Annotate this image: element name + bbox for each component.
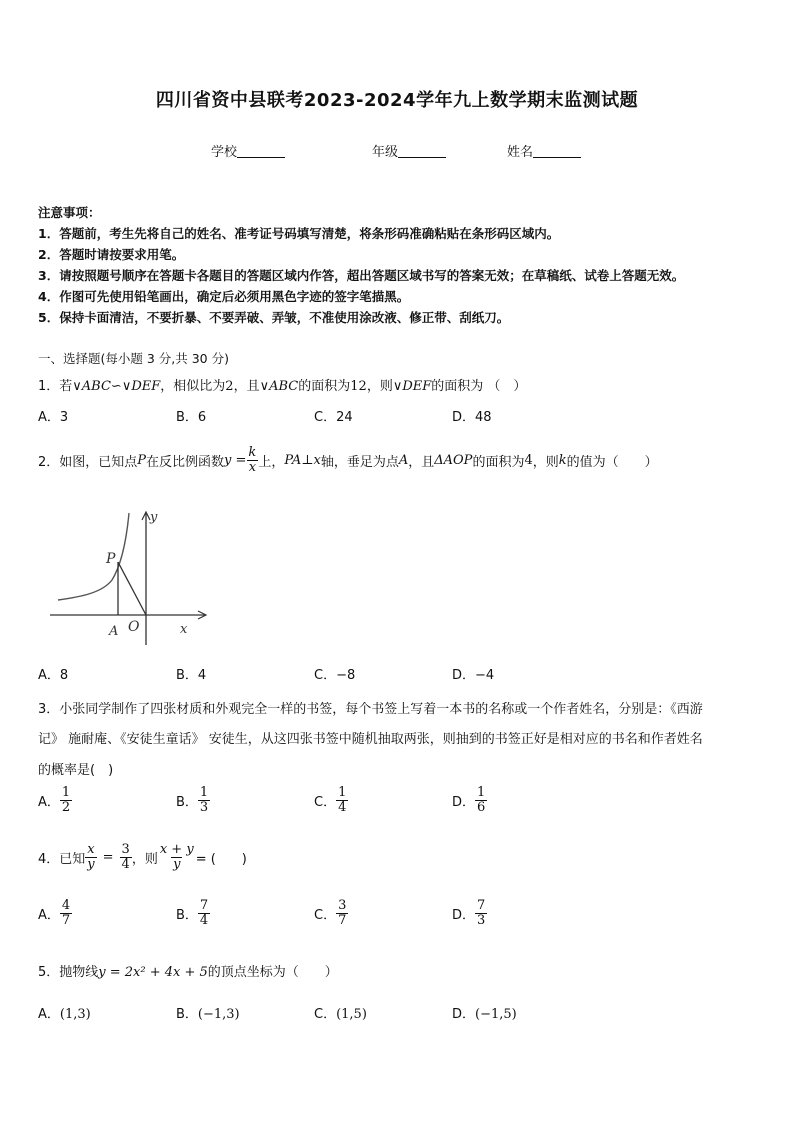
q1-text: ，相似比为	[160, 379, 226, 394]
question-3-line-3: 的概率是( )	[38, 763, 114, 778]
frac-den: 7	[61, 912, 71, 928]
q2-fraction	[246, 446, 258, 474]
q4-equals: =	[102, 849, 114, 865]
q2-text: 轴，垂足为点	[320, 454, 399, 470]
school-label: 学校	[211, 145, 238, 160]
q1-option-c[interactable]: C．24	[314, 410, 353, 425]
q2-option-a[interactable]: A．8	[38, 668, 69, 683]
frac-num: 7	[477, 898, 486, 913]
section-heading: 一、选择题(每小题 3 分,共 30 分)	[38, 351, 229, 366]
q4-fraction-x-y	[85, 843, 96, 871]
frac-den: 4	[199, 912, 209, 928]
frac-num: 1	[199, 785, 209, 800]
frac-den: y	[87, 856, 95, 872]
q2-figure	[40, 505, 220, 650]
option-label: A．	[38, 794, 60, 810]
option-label: B．	[176, 1007, 198, 1022]
q4-text: = ( )	[195, 851, 247, 867]
name-field[interactable]	[507, 141, 581, 160]
q2-option-d[interactable]: D．−4	[452, 668, 495, 683]
question-5	[38, 961, 338, 980]
q1-option-a[interactable]: A．3	[38, 410, 69, 425]
name-blank[interactable]	[533, 145, 581, 158]
q2-math: 4	[524, 452, 533, 468]
option-value: (−1,5)	[475, 1007, 517, 1022]
q5-option-a[interactable]	[38, 1003, 91, 1022]
grade-label: 年级	[372, 145, 399, 160]
question-1	[38, 375, 526, 394]
q4-option-a[interactable]	[38, 899, 72, 927]
question-3-line-1: 3．小张同学制作了四张材质和外观完全一样的书签，每个书签上写着一本书的名称或一个作者姓名，分别是：《西游	[38, 702, 703, 717]
option-value: (1,3)	[59, 1007, 91, 1022]
q2-text: 上，	[258, 454, 285, 470]
question-4	[38, 837, 247, 877]
q2-math: ΔAOP	[434, 452, 473, 468]
q5-option-d[interactable]	[452, 1003, 517, 1022]
frac-num: 3	[338, 898, 347, 913]
q2-math: A	[398, 452, 409, 468]
frac-den: y	[173, 856, 181, 872]
q3-option-d[interactable]	[452, 786, 487, 814]
q2-text: 2．如图，已知点	[38, 454, 138, 470]
q2-text: 在反比例函数	[146, 454, 225, 470]
notice-item: 3．请按照题号顺序在答题卡各题目的答题区域内作答，超出答题区域书写的答案无效；在草稿纸、试卷上答题无效。	[38, 268, 685, 283]
option-fraction	[198, 899, 210, 927]
q5-text: 5．抛物线	[38, 965, 99, 980]
notice-heading: 注意事项：	[38, 205, 101, 220]
notice-item: 4．作图可先使用铅笔画出，确定后必须用黑色字迹的签字笔描黑。	[38, 289, 410, 304]
q1-math: ∨DEF	[392, 379, 432, 394]
q1-math: 12	[350, 379, 367, 394]
option-label: C．	[314, 1007, 337, 1022]
frac-num: 1	[477, 785, 486, 800]
q5-text: 的顶点坐标为（ ）	[207, 965, 338, 980]
q1-text: 的面积为 （ ）	[431, 379, 527, 394]
q1-math: 2	[225, 379, 234, 394]
q2-option-b[interactable]: B．4	[176, 668, 207, 683]
school-field[interactable]	[211, 141, 285, 160]
q1-math: ∨ABC	[259, 379, 299, 394]
grade-field[interactable]	[372, 141, 446, 160]
q5-option-b[interactable]	[176, 1003, 240, 1022]
option-fraction	[475, 899, 487, 927]
option-label: C．	[314, 907, 337, 923]
option-label: A．	[38, 907, 60, 923]
school-blank[interactable]	[237, 145, 285, 158]
q1-option-d[interactable]: D．48	[452, 410, 492, 425]
page-title: 四川省资中县联考2023-2024学年九上数学期末监测试题	[155, 90, 639, 111]
notice-item: 2．答题时请按要求用笔。	[38, 247, 185, 262]
option-value: (1,5)	[336, 1007, 367, 1022]
q4-option-d[interactable]	[452, 899, 487, 927]
q2-option-c[interactable]: C．−8	[314, 668, 356, 683]
point-a-label: A	[109, 624, 119, 639]
q3-option-a[interactable]	[38, 786, 72, 814]
option-label: A．	[38, 1007, 60, 1022]
option-fraction	[475, 786, 487, 814]
q2-text: ，则	[532, 454, 559, 470]
option-fraction	[336, 786, 348, 814]
q3-option-c[interactable]	[314, 786, 348, 814]
q2-math: P	[137, 452, 147, 468]
frac-den: 4	[338, 799, 347, 815]
frac-num: 1	[338, 785, 347, 800]
q2-frac-den: x	[248, 459, 257, 475]
grade-blank[interactable]	[398, 145, 446, 158]
q1-option-b[interactable]: B．6	[176, 410, 207, 425]
frac-den: 3	[199, 799, 209, 815]
option-fraction	[60, 786, 72, 814]
frac-num: 3	[121, 841, 130, 857]
q1-text: ，且	[233, 379, 260, 394]
q2-text: 的值为（ ）	[566, 454, 658, 470]
point-p-label: P	[106, 551, 116, 567]
notice-item: 5．保持卡面清洁，不要折暴、不要弄破、弄皱，不准使用涂改液、修正带、刮纸刀。	[38, 310, 510, 325]
q1-text: ，则	[366, 379, 393, 394]
frac-num: x	[87, 841, 95, 857]
q2-math: k	[558, 452, 567, 468]
frac-num: 1	[61, 785, 71, 800]
frac-num: x + y	[159, 841, 194, 857]
q2-math: y =	[224, 452, 247, 468]
option-label: D．	[452, 907, 476, 923]
q4-option-c[interactable]	[314, 899, 348, 927]
option-label: B．	[176, 794, 198, 810]
q4-text: ，则	[131, 851, 158, 867]
notice-item: 1．答题前，考生先将自己的姓名、准考证号码填写清楚，将条形码准确粘贴在条形码区域内。	[38, 226, 560, 241]
option-label: D．	[452, 1007, 476, 1022]
origin-label: O	[128, 619, 140, 635]
option-label: D．	[452, 794, 476, 810]
frac-num: 7	[199, 898, 209, 913]
frac-num: 4	[61, 898, 71, 913]
frac-den: 7	[338, 912, 347, 928]
q4-text: 4．已知	[38, 851, 86, 867]
option-fraction	[336, 899, 348, 927]
q2-text: ，且	[408, 454, 435, 470]
q2-text: 的面积为	[472, 454, 525, 470]
segment-po	[118, 562, 146, 615]
q2-math: PA⊥x	[284, 452, 321, 468]
q4-fraction-3-4	[120, 843, 132, 871]
q2-frac-num: k	[248, 444, 257, 460]
name-label: 姓名	[507, 145, 534, 160]
q5-option-c[interactable]	[314, 1003, 367, 1022]
q1-text: 的面积为	[298, 379, 351, 394]
q1-math: ∨ABC∽∨DEF	[72, 379, 161, 394]
frac-den: 3	[477, 912, 486, 928]
question-3-line-2: 记》 施耐庵、《安徒生童话》 安徒生，从这四张书签中随机抽取两张，则抽到的书签正好是相对应的书名和作者姓名	[38, 732, 703, 747]
q1-text: 1．若	[38, 379, 73, 394]
y-axis-label: y	[150, 510, 158, 525]
x-axis-label: x	[180, 622, 188, 637]
q5-math: y = 2x² + 4x + 5	[98, 965, 208, 980]
frac-den: 4	[121, 856, 130, 872]
option-value: (−1,3)	[197, 1007, 240, 1022]
q4-fraction-sum	[158, 843, 196, 871]
frac-den: 2	[61, 799, 71, 815]
q3-option-b[interactable]	[176, 786, 210, 814]
question-2	[38, 440, 658, 480]
option-fraction	[60, 899, 72, 927]
option-fraction	[198, 786, 210, 814]
option-label: B．	[176, 907, 198, 923]
option-label: C．	[314, 794, 337, 810]
q4-option-b[interactable]	[176, 899, 210, 927]
frac-den: 6	[477, 799, 486, 815]
